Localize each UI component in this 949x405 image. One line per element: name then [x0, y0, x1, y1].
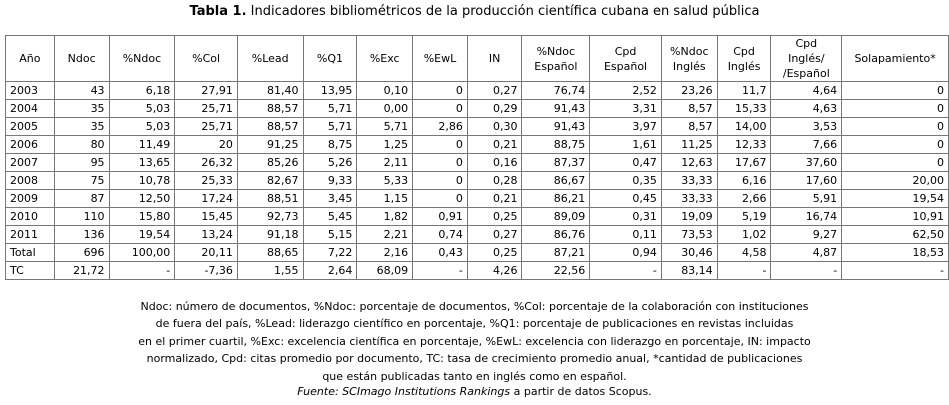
- table-cell: 26,32: [175, 154, 238, 172]
- table-cell: -: [590, 262, 662, 280]
- source-name: SCImago Institutions Rankings: [338, 385, 511, 398]
- note-line: Ndoc: número de documentos, %Ndoc: porcentaje de documentos, %Col: porcentaje de la colaboración con instituciones: [140, 300, 809, 313]
- column-header-line: %EwL: [423, 52, 457, 65]
- column-header: [6, 36, 55, 82]
- table-cell: 22,56: [522, 262, 590, 280]
- table-cell: 91,25: [237, 136, 303, 154]
- table-cell: 0,27: [467, 82, 522, 100]
- table-cell: 15,33: [717, 100, 771, 118]
- table-cell: 5,03: [109, 118, 175, 136]
- table-cell: 12,33: [717, 136, 771, 154]
- table-cell: 75: [54, 172, 109, 190]
- row-label-cell: 2009: [6, 190, 55, 208]
- table-cell: 1,61: [590, 136, 662, 154]
- table-cell: 3,45: [303, 190, 357, 208]
- column-header: [590, 36, 662, 82]
- table-cell: 1,15: [357, 190, 413, 208]
- table-cell: 21,72: [54, 262, 109, 280]
- table-cell: 43: [54, 82, 109, 100]
- table-cell: 2,64: [303, 262, 357, 280]
- table-cell: 14,00: [717, 118, 771, 136]
- table-cell: 88,57: [237, 100, 303, 118]
- table-cell: 68,09: [357, 262, 413, 280]
- table-cell: 0,43: [413, 244, 468, 262]
- column-header-line: Cpd: [614, 44, 637, 58]
- note-line: de fuera del país, %Lead: liderazgo científico en porcentaje, %Q1: porcentaje de publicaciones en revistas incluidas: [155, 317, 794, 331]
- table-cell: 17,24: [175, 190, 238, 208]
- table-cell: 95: [54, 154, 109, 172]
- table-cell: 0,25: [467, 244, 522, 262]
- column-header: [842, 36, 949, 82]
- indicators-table: [5, 35, 949, 280]
- table-cell: 0,00: [357, 100, 413, 118]
- table-cell: 10,91: [842, 208, 949, 226]
- column-header-line: Solapamiento*: [854, 52, 936, 65]
- table-body: [6, 82, 949, 280]
- table-cell: 88,51: [237, 190, 303, 208]
- table-cell: 0,16: [467, 154, 522, 172]
- column-header: [357, 36, 413, 82]
- table-cell: 5,71: [357, 118, 413, 136]
- table-cell: 15,80: [109, 208, 175, 226]
- row-label-cell: 2008: [6, 172, 55, 190]
- table-cell: 8,57: [661, 118, 717, 136]
- table-cell: 0,91: [413, 208, 468, 226]
- table-cell: 11,25: [661, 136, 717, 154]
- table-cell: 5,03: [109, 100, 175, 118]
- table-cell: 4,63: [771, 100, 842, 118]
- table-cell: 11,49: [109, 136, 175, 154]
- table-cell: 2,52: [590, 82, 662, 100]
- table-cell: 0,11: [590, 226, 662, 244]
- table-row: [6, 154, 949, 172]
- table-cell: 13,24: [175, 226, 238, 244]
- table-cell: 80: [54, 136, 109, 154]
- table-cell: 76,74: [522, 82, 590, 100]
- table-cell: 20,00: [842, 172, 949, 190]
- table-cell: 1,82: [357, 208, 413, 226]
- table-cell: 0,31: [590, 208, 662, 226]
- table-cell: 5,45: [303, 208, 357, 226]
- table-cell: 0,10: [357, 82, 413, 100]
- table-cell: -: [413, 262, 468, 280]
- table-cell: 17,60: [771, 172, 842, 190]
- column-header-line: Español: [534, 59, 578, 73]
- row-label-cell: 2007: [6, 154, 55, 172]
- column-header: [771, 36, 842, 82]
- table-cell: 0: [842, 154, 949, 172]
- table-cell: 73,53: [661, 226, 717, 244]
- table-cell: 0,45: [590, 190, 662, 208]
- table-cell: 4,58: [717, 244, 771, 262]
- table-cell: 4,64: [771, 82, 842, 100]
- table-cell: 5,91: [771, 190, 842, 208]
- table-cell: 136: [54, 226, 109, 244]
- table-cell: 0: [413, 172, 468, 190]
- row-label-cell: TC: [6, 262, 55, 280]
- table-cell: 0: [842, 82, 949, 100]
- table-cell: 82,67: [237, 172, 303, 190]
- column-header-line: Ndoc: [67, 52, 96, 65]
- table-cell: 33,33: [661, 190, 717, 208]
- table-cell: 4,87: [771, 244, 842, 262]
- table-cell: -: [842, 262, 949, 280]
- table-cell: 5,26: [303, 154, 357, 172]
- column-header: [237, 36, 303, 82]
- table-row: [6, 172, 949, 190]
- column-header-line: IN: [488, 52, 501, 65]
- column-header-line: Año: [19, 52, 41, 65]
- column-header: [303, 36, 357, 82]
- table-cell: 0,28: [467, 172, 522, 190]
- table-cell: 1,25: [357, 136, 413, 154]
- table-cell: 0: [413, 82, 468, 100]
- source-rest: a partir de datos Scopus.: [510, 385, 652, 398]
- table-caption: Indicadores bibliométricos de la producción científica cubana en salud pública: [246, 4, 760, 19]
- table-cell: 19,54: [109, 226, 175, 244]
- table-cell: 8,57: [661, 100, 717, 118]
- row-label-cell: Total: [6, 244, 55, 262]
- table-cell: 2,16: [357, 244, 413, 262]
- table-cell: 7,66: [771, 136, 842, 154]
- table-row: [6, 208, 949, 226]
- table-cell: 0,21: [467, 136, 522, 154]
- source-label: Fuente:: [297, 385, 339, 398]
- table-cell: 0,30: [467, 118, 522, 136]
- table-cell: 0,25: [467, 208, 522, 226]
- column-header: [413, 36, 468, 82]
- column-header-line: %Lead: [251, 52, 289, 65]
- table-row: [6, 118, 949, 136]
- table-row: [6, 136, 949, 154]
- column-header-line: %Ndoc: [670, 44, 709, 58]
- note-line: que están publicadas tanto en inglés como en español.: [322, 369, 627, 383]
- table-cell: 87: [54, 190, 109, 208]
- table-cell: 27,91: [175, 82, 238, 100]
- table-cell: 88,65: [237, 244, 303, 262]
- note-line: en el primer cuartil, %Exc: excelencia científica en porcentaje, %EwL: excelencia con liderazgo en porcentaje, IN: impacto: [138, 334, 811, 348]
- table-cell: 0,21: [467, 190, 522, 208]
- table-cell: 5,15: [303, 226, 357, 244]
- table-cell: 89,09: [522, 208, 590, 226]
- row-label-cell: 2003: [6, 82, 55, 100]
- table-cell: 0: [842, 100, 949, 118]
- table-number: Tabla 1.: [189, 4, 247, 19]
- table-cell: 83,14: [661, 262, 717, 280]
- table-cell: 88,57: [237, 118, 303, 136]
- table-cell: 9,27: [771, 226, 842, 244]
- table-cell: 25,71: [175, 100, 238, 118]
- row-label-cell: 2005: [6, 118, 55, 136]
- table-cell: 2,11: [357, 154, 413, 172]
- table-cell: 11,7: [717, 82, 771, 100]
- table-cell: -: [717, 262, 771, 280]
- table-cell: -: [109, 262, 175, 280]
- table-cell: 0: [842, 118, 949, 136]
- table-cell: 19,54: [842, 190, 949, 208]
- table-cell: 62,50: [842, 226, 949, 244]
- table-cell: 1,02: [717, 226, 771, 244]
- table-cell: 35: [54, 118, 109, 136]
- table-cell: 696: [54, 244, 109, 262]
- table-cell: 86,76: [522, 226, 590, 244]
- column-header-line: %Ndoc: [122, 52, 162, 65]
- column-header-line: Español: [603, 59, 648, 73]
- table-cell: 1,55: [237, 262, 303, 280]
- table-cell: 8,75: [303, 136, 357, 154]
- table-cell: 18,53: [842, 244, 949, 262]
- table-cell: 100,00: [109, 244, 175, 262]
- column-header-line: Inglés: [727, 59, 761, 73]
- table-cell: 13,95: [303, 82, 357, 100]
- column-header: [467, 36, 522, 82]
- table-cell: 12,50: [109, 190, 175, 208]
- table-row: [6, 82, 949, 100]
- table-cell: 25,71: [175, 118, 238, 136]
- table-cell: 15,45: [175, 208, 238, 226]
- table-row: [6, 244, 949, 262]
- table-cell: 85,26: [237, 154, 303, 172]
- table-cell: 3,97: [590, 118, 662, 136]
- table-cell: 25,33: [175, 172, 238, 190]
- table-cell: 7,22: [303, 244, 357, 262]
- column-header: [109, 36, 175, 82]
- row-label-cell: 2006: [6, 136, 55, 154]
- column-header-line: Inglés: [672, 59, 706, 73]
- table-cell: 0: [413, 190, 468, 208]
- table-cell: 12,63: [661, 154, 717, 172]
- table-cell: 0: [842, 136, 949, 154]
- table-cell: 86,21: [522, 190, 590, 208]
- table-cell: 0,47: [590, 154, 662, 172]
- column-header: [175, 36, 238, 82]
- column-header-line: Cpd: [733, 44, 755, 58]
- table-cell: 2,21: [357, 226, 413, 244]
- table-row: [6, 226, 949, 244]
- table-cell: 13,65: [109, 154, 175, 172]
- table-cell: 91,18: [237, 226, 303, 244]
- table-cell: 30,46: [661, 244, 717, 262]
- table-cell: 19,09: [661, 208, 717, 226]
- table-cell: 10,78: [109, 172, 175, 190]
- table-cell: 2,86: [413, 118, 468, 136]
- column-header-line: Inglés/: [788, 52, 825, 65]
- table-cell: 6,16: [717, 172, 771, 190]
- column-header-line: %Col: [192, 52, 221, 65]
- column-header-line: Cpd: [795, 37, 818, 50]
- table-cell: 110: [54, 208, 109, 226]
- table-cell: 6,18: [109, 82, 175, 100]
- table-cell: 3,31: [590, 100, 662, 118]
- table-cell: 0: [413, 154, 468, 172]
- table-cell: 0,74: [413, 226, 468, 244]
- table-cell: 91,43: [522, 100, 590, 118]
- column-header-line: /Español: [782, 67, 830, 80]
- table-cell: 92,73: [237, 208, 303, 226]
- table-cell: 20,11: [175, 244, 238, 262]
- table-cell: 16,74: [771, 208, 842, 226]
- table-cell: 37,60: [771, 154, 842, 172]
- row-label-cell: 2011: [6, 226, 55, 244]
- table-cell: -: [771, 262, 842, 280]
- header-row: [6, 36, 949, 82]
- table-row: [6, 190, 949, 208]
- row-label-cell: 2004: [6, 100, 55, 118]
- table-cell: 0: [413, 136, 468, 154]
- source-line: [0, 385, 949, 398]
- table-cell: 9,33: [303, 172, 357, 190]
- table-cell: 0,94: [590, 244, 662, 262]
- table-cell: 81,40: [237, 82, 303, 100]
- table-notes: [0, 298, 949, 385]
- table-cell: 87,21: [522, 244, 590, 262]
- table-cell: 0: [413, 100, 468, 118]
- table-cell: 5,71: [303, 118, 357, 136]
- table-cell: 88,75: [522, 136, 590, 154]
- table-cell: 87,37: [522, 154, 590, 172]
- table-cell: 91,43: [522, 118, 590, 136]
- column-header-line: %Q1: [316, 52, 343, 65]
- table-row: [6, 262, 949, 280]
- note-line: normalizado, Cpd: citas promedio por documento, TC: tasa de crecimiento promedio anual, *cantidad de publicaciones: [146, 352, 803, 366]
- column-header: [717, 36, 771, 82]
- column-header-line: %Exc: [369, 52, 400, 65]
- row-label-cell: 2010: [6, 208, 55, 226]
- column-header: [522, 36, 590, 82]
- table-cell: 3,53: [771, 118, 842, 136]
- table-cell: -7,36: [175, 262, 238, 280]
- table-cell: 2,66: [717, 190, 771, 208]
- table-cell: 4,26: [467, 262, 522, 280]
- table-cell: 35: [54, 100, 109, 118]
- table-cell: 5,33: [357, 172, 413, 190]
- column-header: [661, 36, 717, 82]
- table-cell: 0,35: [590, 172, 662, 190]
- table-row: [6, 100, 949, 118]
- table-cell: 5,19: [717, 208, 771, 226]
- table-title: [0, 4, 949, 19]
- table-cell: 20: [175, 136, 238, 154]
- table-cell: 33,33: [661, 172, 717, 190]
- table-cell: 0,27: [467, 226, 522, 244]
- table-cell: 23,26: [661, 82, 717, 100]
- table-cell: 5,71: [303, 100, 357, 118]
- table-cell: 86,67: [522, 172, 590, 190]
- column-header: [54, 36, 109, 82]
- table-cell: 17,67: [717, 154, 771, 172]
- column-header-line: %Ndoc: [536, 44, 576, 58]
- table-cell: 0,29: [467, 100, 522, 118]
